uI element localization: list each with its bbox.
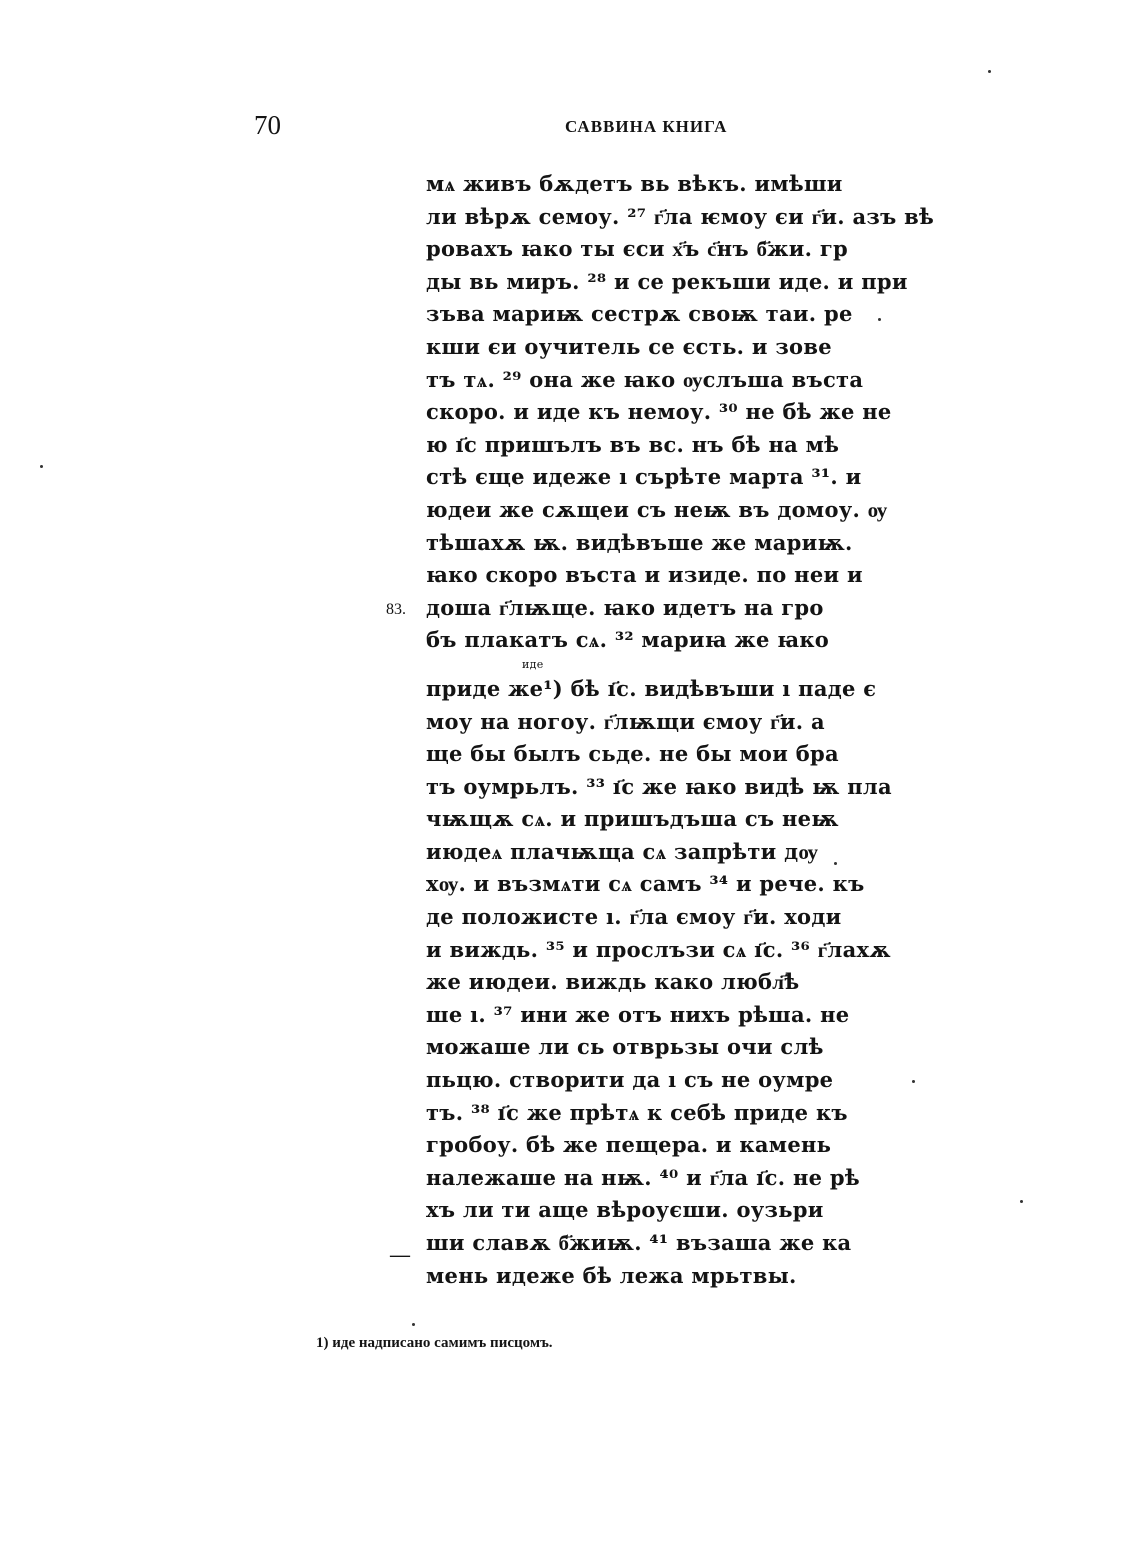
text-line: ше ı. ³⁷ ини же отъ нихъ рѣша. не: [426, 1001, 850, 1027]
text-line: ще бы былъ сьде. не бы мои бра: [426, 741, 839, 767]
text-line: мѧ живъ бѫдетъ вь вѣкъ. имѣши: [426, 171, 843, 196]
margin-page-reference: 83.: [386, 601, 406, 618]
text-line: ли вѣрѫ семоу. ²⁷ г҃ла ѥмоу єи г҃и. азъ вѣ: [426, 203, 935, 229]
text-line: приде же¹) бѣ ı҃с. видѣвъши ı паде є: [426, 675, 877, 701]
text-line: належаше на нѭ. ⁴⁰ и г҃ла ı҃с. не рѣ: [426, 1164, 860, 1190]
text-line: ю ı҃с пришълъ въ вс. нъ бѣ на мѣ: [426, 431, 840, 457]
margin-dash: —: [390, 1244, 410, 1266]
text-line: бъ плакатъ сѧ. ³² мариꙗ же ꙗко: [426, 627, 830, 653]
text-line: пьцю. створити да ı съ не оумре: [426, 1067, 834, 1093]
text-line: и виждь. ³⁵ и прослъзи сѧ ı҃с. ³⁶ г҃лахѫ: [426, 936, 891, 962]
scan-speck: [40, 465, 43, 468]
text-line: гробоу. бѣ же пещера. и камень: [426, 1132, 832, 1158]
scan-speck: [912, 1080, 915, 1083]
text-line: ровахъ ꙗко ты єси х҃ъ с҃нъ б҃жи. гр: [426, 236, 849, 262]
text-line: же июдеи. виждь како любл҃ѣ: [426, 969, 800, 995]
text-line: моу на ногоу. г҃лѭщи ємоу г҃и. а: [426, 708, 825, 734]
running-title: САВВИНА КНИГА: [565, 117, 728, 136]
text-line: ды вь миръ. ²⁸ и се рекъши иде. и при: [426, 268, 908, 294]
footnote: 1) иде надписано самимъ писцомъ.: [316, 1335, 553, 1351]
text-line: хѹ. и възмѧти сѧ самъ ³⁴ и рече. къ: [426, 871, 865, 897]
scan-speck: [1020, 1200, 1023, 1203]
text-line: де положисте ı. г҃ла ємоу г҃и. ходи: [426, 904, 842, 930]
body-text: [426, 168, 935, 1292]
text-line: можаше ли сь отврьзы очи слѣ: [426, 1034, 824, 1060]
text-line: кши єи оучитель се єсть. и зове: [426, 333, 832, 359]
text-line: юдеи же сѫщеи съ неѭ въ домоу. ѹ: [426, 496, 888, 522]
text-line: тъ тѧ. ²⁹ она же ꙗко ѹслъша въста: [426, 366, 864, 392]
text-line: тъ. ³⁸ ı҃с же прѣтѧ к себѣ приде къ: [426, 1099, 848, 1125]
interlinear-insertion: иде: [522, 657, 544, 671]
scan-speck: [878, 318, 881, 321]
scan-speck: [412, 1323, 415, 1326]
text-line: зъва мариѭ сестрѫ своѭ таи. ре: [426, 301, 853, 327]
text-line: тѣшахѫ ѭ. видѣвъше же мариѭ.: [426, 529, 853, 555]
text-line: чѭщѫ сѧ. и пришъдъша съ неѭ: [426, 806, 839, 832]
text-line: тъ оумрьлъ. ³³ ı҃с же ꙗко видѣ ѭ пла: [426, 773, 892, 799]
scan-speck: [834, 862, 837, 865]
text-line: июдеѧ плачѭща сѧ запрѣти дѹ: [426, 838, 819, 864]
text-line: ꙗко скоро въста и изиде. по неи и: [426, 562, 863, 588]
scan-speck: [988, 70, 991, 73]
page-number: 70: [254, 110, 281, 140]
text-line: ши славѫ б҃жиѭ. ⁴¹ възаша же ка: [426, 1230, 852, 1255]
text-line: мень идеже бѣ лежа мрьтвы.: [426, 1262, 797, 1288]
text-line: стѣ єще идеже ı сърѣте марта ³¹. и: [426, 464, 862, 490]
text-line: доша г҃лѭще. ꙗко идетъ на гро: [426, 594, 824, 620]
text-line: скоро. и иде къ немоу. ³⁰ не бѣ же не: [426, 399, 892, 425]
text-line: хъ ли ти аще вѣроуєши. оузьри: [426, 1197, 824, 1223]
